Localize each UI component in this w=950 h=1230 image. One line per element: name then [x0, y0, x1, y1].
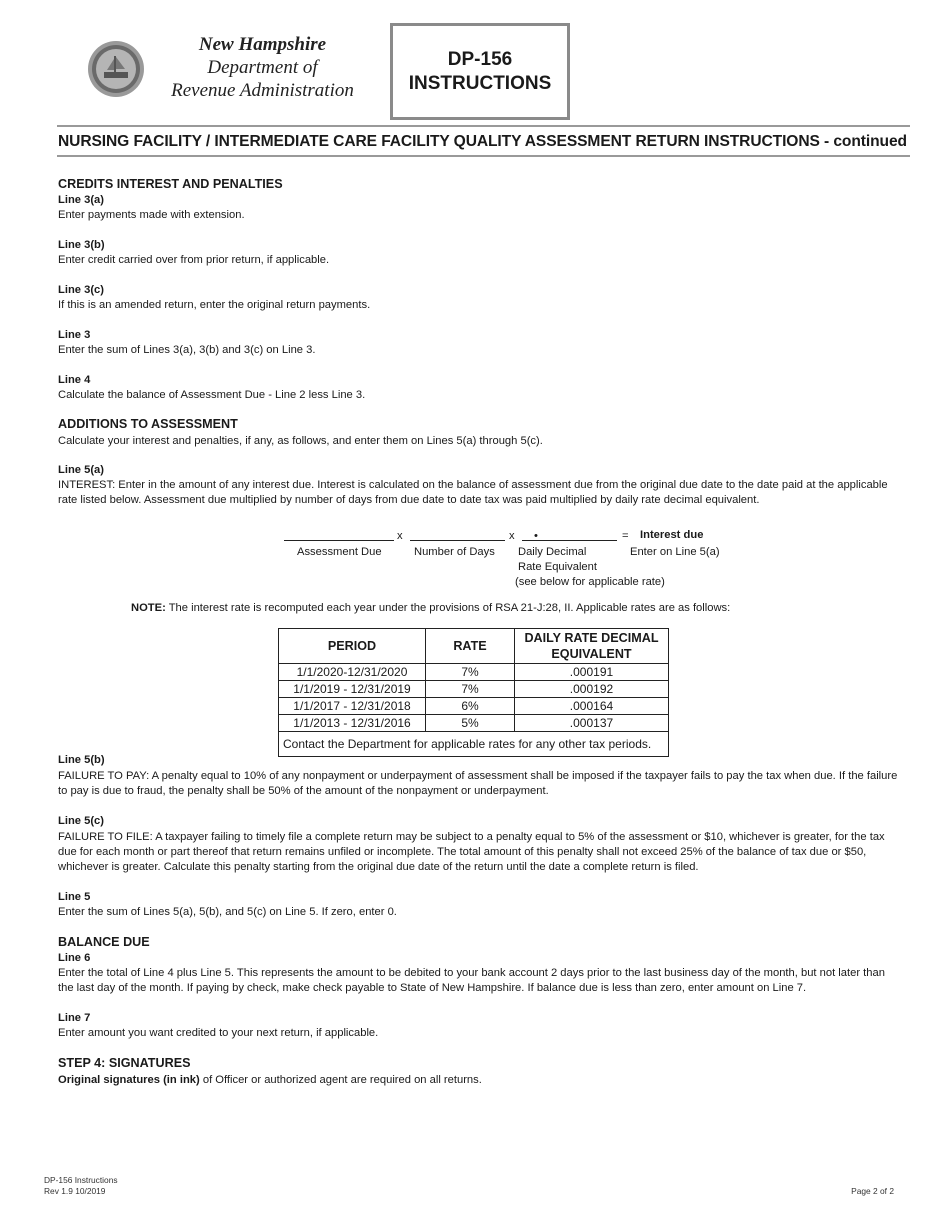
agency-line-1: New Hampshire — [198, 34, 327, 55]
table-row — [279, 715, 669, 732]
line-3-text: Enter the sum of Lines 3(a), 3(b) and 3(c) on Line 3. — [58, 344, 316, 356]
cell-daily: .000164 — [515, 698, 669, 715]
multiply-sign: x — [509, 530, 515, 542]
signatures-text — [58, 1073, 482, 1088]
cell-rate: 5% — [426, 715, 515, 732]
footer-revision: Rev 1.9 10/2019 — [44, 1186, 106, 1196]
cell-rate: 7% — [426, 664, 515, 681]
form-id: DP-156 — [447, 49, 513, 70]
line-3c-text: If this is an amended return, enter the original return payments. — [58, 299, 371, 311]
column-header-rate: RATE — [426, 629, 515, 664]
form-title: INSTRUCTIONS — [408, 73, 552, 94]
table-row — [279, 698, 669, 715]
caption-number-of-days: Number of Days — [414, 546, 495, 558]
column-header-daily-rate: DAILY RATE DECIMAL EQUIVALENT — [515, 629, 669, 664]
line-4-label: Line 4 — [58, 374, 91, 386]
line-3-label: Line 3 — [58, 329, 91, 341]
divider — [57, 125, 910, 127]
page-title: NURSING FACILITY / INTERMEDIATE CARE FACILITY QUALITY ASSESSMENT RETURN INSTRUCTIONS - continued — [58, 133, 907, 150]
line-5b-label: Line 5(b) — [58, 754, 105, 766]
table-header-row — [279, 629, 669, 664]
line-3c-label: Line 3(c) — [58, 284, 105, 296]
line-5b-text: FAILURE TO PAY: A penalty equal to 10% of any nonpayment or underpayment of assessment shall be imposed if the taxpayer fails to pay the tax when due. If the failure to pay is due to fraud, the penalty shall be 50% of the amount of the nonpayment or underpayment. — [58, 770, 898, 797]
interest-due-label: Interest due — [640, 529, 704, 541]
line-6-text: Enter the total of Line 4 plus Line 5. This represents the amount to be debited to your bank account 2 days prior to the last business day of the month, but not later than the last day of the month. If paying by check, make check payable to State of New Hampshire. If balance due is less than zero, enter amount on Line 7. — [58, 967, 885, 994]
table-footer-note: Contact the Department for applicable rates for any other tax periods. — [279, 732, 669, 757]
column-header-period: PERIOD — [279, 629, 426, 664]
section-heading-balance: BALANCE DUE — [58, 935, 150, 949]
additions-intro: Calculate your interest and penalties, if any, as follows, and enter them on Lines 5(a) through 5(c). — [58, 435, 543, 447]
caption-enter-line-5a: Enter on Line 5(a) — [630, 546, 720, 558]
agency-name — [150, 33, 375, 102]
cell-daily: .000191 — [515, 664, 669, 681]
cell-period: 1/1/2020-12/31/2020 — [279, 664, 426, 681]
table-footer-row — [279, 732, 669, 757]
line-5-text: Enter the sum of Lines 5(a), 5(b), and 5(c) on Line 5. If zero, enter 0. — [58, 906, 397, 918]
line-3b-label: Line 3(b) — [58, 239, 105, 251]
line-5c-text: FAILURE TO FILE: A taxpayer failing to timely file a complete return may be subject to a penalty equal to 5% of the assessment or $10, whichever is greater, for the tax due for each month or part thereof that return remains unfiled or incomplete. The total amount of this penalty shall not exceed 25% of the balance of tax due or $50, whichever is greater. Calculate this penalty starting from the original due date of the return until the date a complete return is filed. — [58, 831, 885, 873]
cell-rate: 7% — [426, 681, 515, 698]
caption-rate-equivalent: Rate Equivalent — [518, 561, 597, 573]
line-5c-label: Line 5(c) — [58, 815, 105, 827]
note-label: NOTE: — [131, 602, 166, 614]
line-6-label: Line 6 — [58, 952, 91, 964]
cell-rate: 6% — [426, 698, 515, 715]
cell-period: 1/1/2017 - 12/31/2018 — [279, 698, 426, 715]
signatures-rest: of Officer or authorized agent are required on all returns. — [199, 1074, 482, 1086]
footer-page-number: Page 2 of 2 — [851, 1186, 894, 1196]
divider — [57, 155, 910, 157]
line-5a-text: INTEREST: Enter in the amount of any interest due. Interest is calculated on the balance of assessment due from the original due date to the date paid at the applicable rate listed below. Assessment due multiplied by number of days from due date to date tax was paid multiplied by daily rate decimal equivalent. — [58, 479, 888, 506]
decimal-point: • — [534, 530, 538, 542]
line-7-label: Line 7 — [58, 1012, 91, 1024]
line-4-text: Calculate the balance of Assessment Due - Line 2 less Line 3. — [58, 389, 366, 401]
table-row — [279, 664, 669, 681]
section-heading-signatures: STEP 4: SIGNATURES — [58, 1056, 191, 1070]
interest-rates-table — [278, 628, 669, 757]
line-7-text: Enter amount you want credited to your next return, if applicable. — [58, 1027, 379, 1039]
line-3b-text: Enter credit carried over from prior return, if applicable. — [58, 254, 330, 266]
cell-daily: .000137 — [515, 715, 669, 732]
form-title-box — [390, 23, 570, 120]
table-row — [279, 681, 669, 698]
assessment-due-blank — [284, 540, 394, 541]
agency-line-3: Revenue Administration — [171, 80, 354, 101]
cell-period: 1/1/2019 - 12/31/2019 — [279, 681, 426, 698]
note-text: The interest rate is recomputed each year under the provisions of RSA 21-J:28, II. Applicable rates are as follows: — [168, 602, 731, 614]
line-5-label: Line 5 — [58, 891, 91, 903]
cell-daily: .000192 — [515, 681, 669, 698]
cell-period: 1/1/2013 - 12/31/2016 — [279, 715, 426, 732]
line-5a-label: Line 5(a) — [58, 464, 105, 476]
note — [131, 601, 730, 616]
line-3a-label: Line 3(a) — [58, 194, 105, 206]
state-seal-icon — [87, 40, 145, 98]
agency-line-2: Department of — [207, 57, 318, 78]
signatures-bold: Original signatures (in ink) — [58, 1074, 200, 1086]
section-heading-additions: ADDITIONS TO ASSESSMENT — [58, 417, 238, 431]
line-3a-text: Enter payments made with extension. — [58, 209, 245, 221]
caption-assessment-due: Assessment Due — [297, 546, 382, 558]
footer-form-name: DP-156 Instructions — [44, 1175, 118, 1185]
multiply-sign: x — [397, 530, 403, 542]
caption-applicable-rate: (see below for applicable rate) — [515, 576, 665, 588]
caption-daily-decimal: Daily Decimal — [518, 546, 587, 558]
equals-sign: = — [622, 530, 629, 542]
number-of-days-blank — [410, 540, 505, 541]
section-heading-credits: CREDITS INTEREST AND PENALTIES — [58, 177, 283, 191]
